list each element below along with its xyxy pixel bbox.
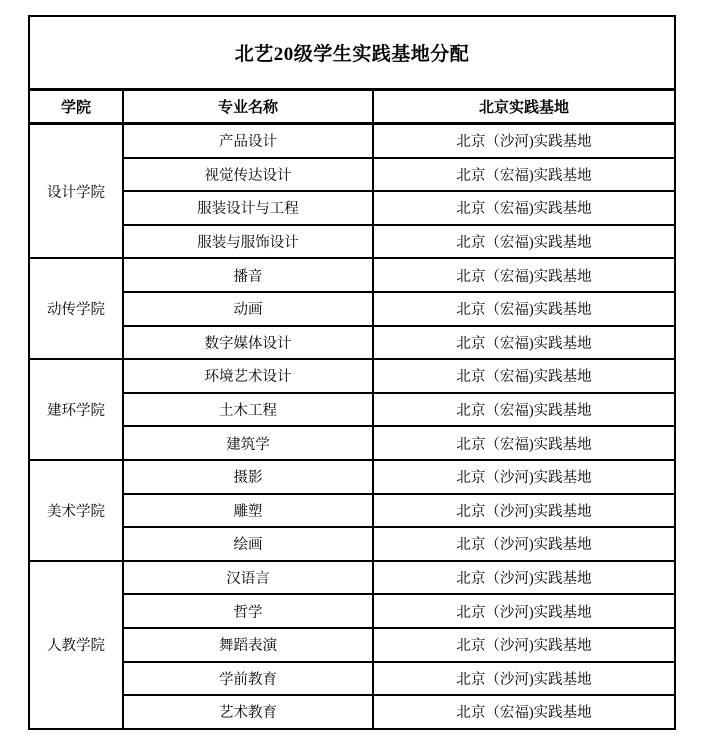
college-cell-humanities-education: 人教学院 [29,561,123,729]
major-cell: 建筑学 [123,426,373,460]
base-cell: 北京（沙河)实践基地 [373,662,675,696]
table-row [29,426,675,460]
table-row [29,460,675,494]
base-cell: 北京（宏福)实践基地 [373,191,675,225]
base-cell: 北京（宏福)实践基地 [373,158,675,192]
college-cell-design: 设计学院 [29,124,123,259]
base-cell: 北京（宏福)实践基地 [373,695,675,729]
table-row [29,662,675,696]
major-cell: 艺术教育 [123,695,373,729]
base-cell: 北京（宏福)实践基地 [373,359,675,393]
table-row [29,191,675,225]
table-title: 北艺20级学生实践基地分配 [29,16,675,90]
major-cell: 视觉传达设计 [123,158,373,192]
major-cell: 摄影 [123,460,373,494]
base-cell: 北京（沙河)实践基地 [373,594,675,628]
major-cell: 环境艺术设计 [123,359,373,393]
base-cell: 北京（宏福)实践基地 [373,258,675,292]
college-cell-media: 动传学院 [29,258,123,359]
major-cell: 土木工程 [123,393,373,427]
major-cell: 学前教育 [123,662,373,696]
major-cell: 绘画 [123,527,373,561]
major-cell: 哲学 [123,594,373,628]
college-cell-construction: 建环学院 [29,359,123,460]
base-cell: 北京（沙河)实践基地 [373,527,675,561]
base-cell: 北京（宏福)实践基地 [373,326,675,360]
base-cell: 北京（宏福)实践基地 [373,225,675,259]
base-cell: 北京（宏福)实践基地 [373,426,675,460]
header-row [29,90,675,124]
column-header-major: 专业名称 [123,90,373,124]
table-row [29,292,675,326]
major-cell: 播音 [123,258,373,292]
major-cell: 数字媒体设计 [123,326,373,360]
table-row [29,359,675,393]
table-row [29,124,675,158]
base-cell: 北京（沙河)实践基地 [373,494,675,528]
base-cell: 北京（宏福)实践基地 [373,393,675,427]
table-row [29,561,675,595]
table-row [29,158,675,192]
table-row [29,494,675,528]
table-row [29,628,675,662]
table-row [29,393,675,427]
base-cell: 北京（沙河)实践基地 [373,460,675,494]
base-cell: 北京（沙河)实践基地 [373,561,675,595]
table-row [29,225,675,259]
base-cell: 北京（宏福)实践基地 [373,292,675,326]
practice-base-allocation-table [28,15,676,730]
major-cell: 汉语言 [123,561,373,595]
table-row [29,326,675,360]
table-row [29,594,675,628]
major-cell: 服装与服饰设计 [123,225,373,259]
title-row [29,16,675,90]
table-row [29,527,675,561]
major-cell: 雕塑 [123,494,373,528]
table-row [29,258,675,292]
base-cell: 北京（沙河)实践基地 [373,628,675,662]
column-header-college: 学院 [29,90,123,124]
college-cell-fine-arts: 美术学院 [29,460,123,561]
base-cell: 北京（沙河)实践基地 [373,124,675,158]
table-row [29,695,675,729]
major-cell: 服装设计与工程 [123,191,373,225]
major-cell: 产品设计 [123,124,373,158]
column-header-base: 北京实践基地 [373,90,675,124]
major-cell: 舞蹈表演 [123,628,373,662]
major-cell: 动画 [123,292,373,326]
